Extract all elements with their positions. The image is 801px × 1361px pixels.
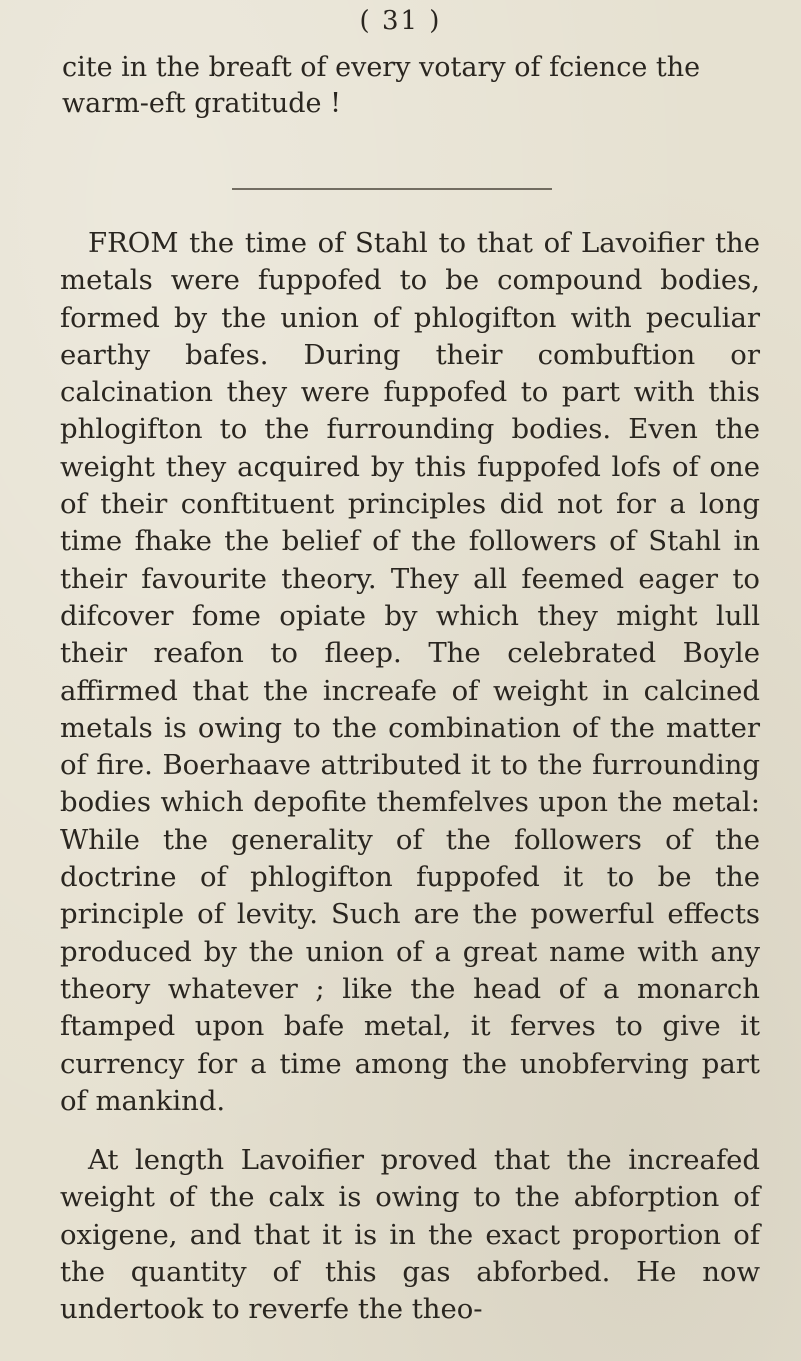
paragraph-1: FROM the time of Stahl to that of Lavoifier the metals were fuppofed to be compound bodies, formed by the union of phlogifton with peculiar earthy bafes. During their combuftion or calcination they were fuppofed to part with this phlogifton to the furrounding bodies. Even the weight they acquired by this fuppofed lofs of one of their conftituent principles did not for a long time fhake the belief of the followers of Stahl in their favourite theory. They all feemed eager to difcover fome opiate by which they might lull their reafon to fleep. The celebrated Boyle affirmed that the increafe of weight in calcined metals is owing to the combination of the matter of fire. Boerhaave attributed it to the furrounding bodies which depofite themfelves upon the metal: While the generality of the followers of the doctrine of phlogifton fuppofed it to be the principle of levity. Such are the powerful effects produced by the union of a great name with any theory whatever ; like the head of a monarch ftamped upon bafe metal, it ferves to give it currency for a time among the unobferving part of mankind. <box>60 227 760 1117</box>
carryover-text: cite in the breaft of every votary of fcience the warm-eft gratitude ! <box>62 52 701 119</box>
paragraph-2: At length Lavoifier proved that the increafed weight of the calx is owing to the abforption of oxigene, and that it is in the exact proportion of the quantity of this gas abforbed. He now undertook to reverfe the theo- <box>60 1144 760 1326</box>
page-number: ( 31 ) <box>359 6 442 36</box>
section-divider <box>232 188 552 190</box>
body-text <box>60 225 760 1329</box>
